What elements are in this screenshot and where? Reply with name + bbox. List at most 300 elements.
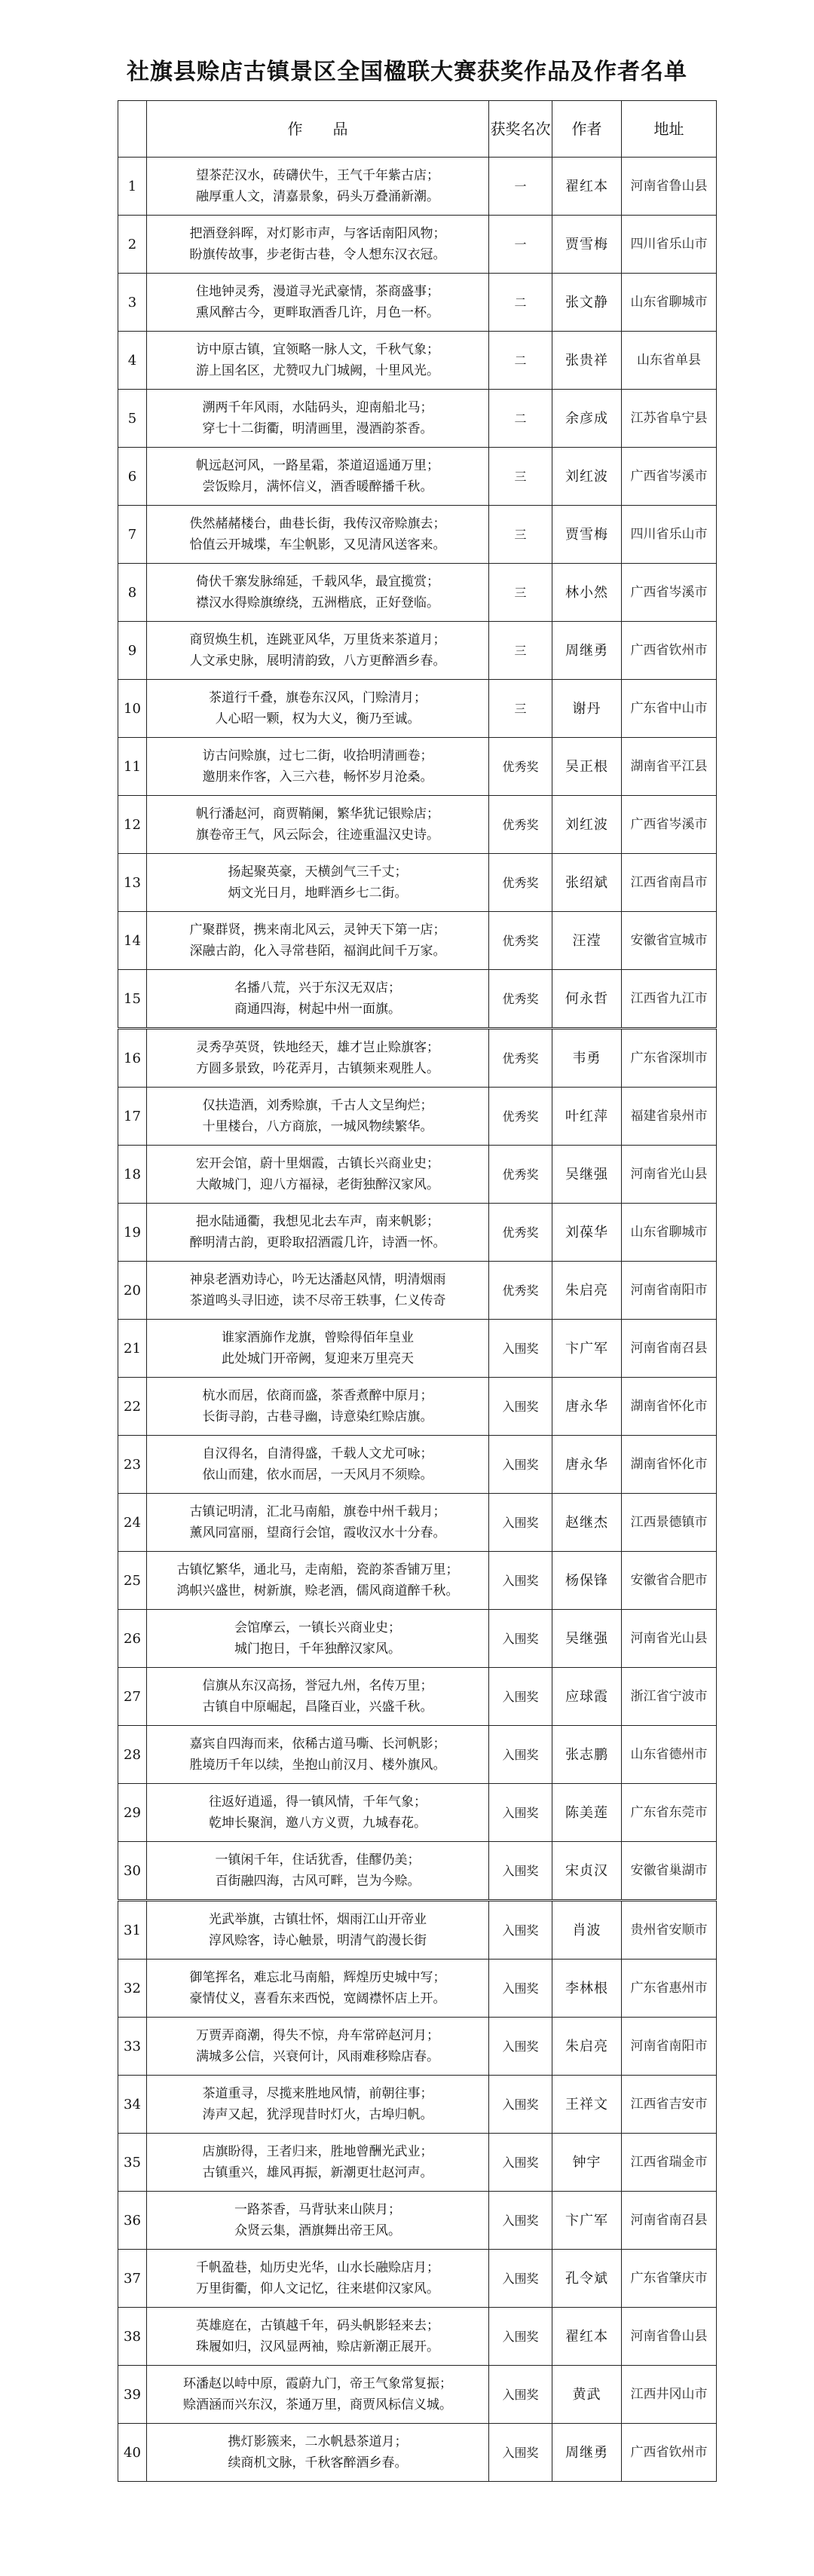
couplet-line: 熏风醉古今，更畔取酒香几许，月色一杯。	[196, 305, 439, 320]
table-row	[118, 1378, 717, 1436]
table-row	[118, 1784, 717, 1842]
award-rank: 优秀奖	[489, 1262, 552, 1320]
table-row	[118, 1842, 717, 1901]
row-number: 37	[118, 2250, 147, 2308]
table-row	[118, 390, 717, 448]
author-address: 江西省吉安市	[622, 2076, 717, 2134]
row-number: 35	[118, 2134, 147, 2192]
table-row	[118, 912, 717, 970]
header-rank: 获奖名次	[489, 101, 552, 158]
couplet-line: 方圆多景致，吟花弄月，古镇频来观胜人。	[196, 1061, 439, 1076]
work-couplet	[147, 2250, 489, 2308]
author-name: 刘红波	[552, 796, 622, 854]
work-couplet	[147, 2308, 489, 2366]
row-number: 13	[118, 854, 147, 912]
couplet-line: 百街融四海，古风可畔，岂为今赊。	[215, 1874, 421, 1889]
award-rank: 入围奖	[489, 1320, 552, 1378]
work-couplet	[147, 1320, 489, 1378]
table-row	[118, 216, 717, 274]
couplet-line: 光武举旗，古镇壮怀，烟雨江山开帝业	[209, 1912, 427, 1927]
table-row	[118, 1610, 717, 1668]
author-address: 江西省南昌市	[622, 854, 717, 912]
author-address: 安徽省合肥市	[622, 1552, 717, 1610]
row-number: 32	[118, 1960, 147, 2018]
author-address: 湖南省平江县	[622, 738, 717, 796]
couplet-line: 万贾弄商潮，得失不惊，舟车常碎赵河月；	[196, 2028, 439, 2043]
work-couplet	[147, 506, 489, 564]
table-row	[118, 1262, 717, 1320]
award-rank: 入围奖	[489, 2308, 552, 2366]
row-number: 31	[118, 1901, 147, 1960]
author-address: 四川省乐山市	[622, 216, 717, 274]
couplet-line: 续商机文脉，千秋客醉酒乡春。	[228, 2455, 408, 2470]
row-number: 2	[118, 216, 147, 274]
row-number: 9	[118, 622, 147, 680]
award-rank: 入围奖	[489, 1901, 552, 1960]
award-rank: 优秀奖	[489, 854, 552, 912]
couplet-line: 会馆摩云，一镇长兴商业史；	[234, 1620, 401, 1635]
author-name: 翟红本	[552, 2308, 622, 2366]
author-address: 江西井冈山市	[622, 2366, 717, 2424]
couplet-line: 广聚群贤，携来南北风云，灵钟天下第一店；	[189, 922, 446, 938]
author-address: 四川省乐山市	[622, 506, 717, 564]
row-number: 7	[118, 506, 147, 564]
row-number: 18	[118, 1146, 147, 1204]
award-rank: 入围奖	[489, 2250, 552, 2308]
author-name: 叶红萍	[552, 1088, 622, 1146]
couplet-line: 杭水而居，依商而盛，茶香煮醉中原月；	[202, 1388, 433, 1403]
work-couplet	[147, 2192, 489, 2250]
author-name: 肖波	[552, 1901, 622, 1960]
couplet-line: 十里楼台，八方商旅，一城风物续繁华。	[202, 1119, 433, 1134]
header-address: 地址	[622, 101, 717, 158]
row-number: 1	[118, 158, 147, 216]
work-couplet	[147, 564, 489, 622]
work-couplet	[147, 1668, 489, 1726]
author-address: 浙江省宁波市	[622, 1668, 717, 1726]
award-rank: 优秀奖	[489, 1146, 552, 1204]
award-rank: 入围奖	[489, 1726, 552, 1784]
couplet-line: 长街寻韵，古巷寻幽，诗意染红赊店旗。	[202, 1409, 433, 1424]
author-name: 宋贞汉	[552, 1842, 622, 1901]
row-number: 28	[118, 1726, 147, 1784]
couplet-line: 一路茶香，马背驮来山陕月；	[234, 2202, 401, 2217]
award-rank: 三	[489, 448, 552, 506]
couplet-line: 此处城门开帝阙，复迎来万里亮天	[222, 1351, 414, 1366]
award-rank: 入围奖	[489, 1494, 552, 1552]
couplet-line: 融厚重人文，清嘉景象，码头万叠涌新潮。	[196, 189, 439, 204]
author-address: 河南省光山县	[622, 1146, 717, 1204]
couplet-line: 尝饭赊月，满怀信义，酒香暖醉播千秋。	[202, 479, 433, 494]
couplet-line: 乾坤长聚润，邀八方义贾，九城春花。	[209, 1816, 427, 1831]
row-number: 16	[118, 1029, 147, 1088]
work-couplet	[147, 1088, 489, 1146]
couplet-line: 携灯影簇来，二水帆悬茶道月；	[228, 2434, 408, 2449]
couplet-line: 鸿帜兴盛世，树新旗，赊老酒，儒风商道醉千秋。	[176, 1583, 459, 1599]
author-address: 河南省鲁山县	[622, 158, 717, 216]
award-rank: 入围奖	[489, 2134, 552, 2192]
author-name: 王祥文	[552, 2076, 622, 2134]
author-name: 刘红波	[552, 448, 622, 506]
author-address: 广东省东莞市	[622, 1784, 717, 1842]
work-couplet	[147, 2366, 489, 2424]
couplet-line: 炳文光日月，地畔酒乡七二街。	[228, 886, 408, 901]
award-rank: 二	[489, 390, 552, 448]
couplet-line: 襟汉水得赊旗缭绕，五洲楷底，正好登临。	[196, 595, 439, 610]
page-title: 社旗县赊店古镇景区全国楹联大赛获奖作品及作者名单	[127, 59, 687, 85]
author-name: 朱启亮	[552, 2018, 622, 2076]
couplet-line: 豪情仗义，喜看东来西悦，宽阔襟怀店上开。	[189, 1991, 446, 2006]
couplet-line: 自汉得名，自清得盛，千载人文尤可咏；	[202, 1446, 433, 1461]
work-couplet	[147, 448, 489, 506]
couplet-line: 赊酒涵而兴东汉，茶通万里，商贾风标信义城。	[183, 2397, 452, 2412]
table-row	[118, 1146, 717, 1204]
award-rank: 入围奖	[489, 2018, 552, 2076]
author-address: 广西省岑溪市	[622, 564, 717, 622]
author-address: 河南省光山县	[622, 1610, 717, 1668]
award-rank: 三	[489, 506, 552, 564]
table-row	[118, 738, 717, 796]
couplet-line: 古镇忆繁华，通北马，走南船，瓷韵茶香铺万里；	[176, 1562, 459, 1577]
row-number: 4	[118, 332, 147, 390]
couplet-line: 恰值云开城堞，车尘帆影，又见清风送客来。	[189, 537, 446, 552]
work-couplet	[147, 1436, 489, 1494]
author-address: 广东省肇庆市	[622, 2250, 717, 2308]
couplet-line: 灵秀孕英贤，铁地经天，雄才岂止赊旗客；	[196, 1040, 439, 1055]
author-address: 广东省惠州市	[622, 1960, 717, 2018]
award-rank: 入围奖	[489, 1552, 552, 1610]
couplet-line: 一镇闲千年，住话犹香，佳醪仍美；	[215, 1852, 421, 1868]
table-row	[118, 2308, 717, 2366]
author-address: 福建省泉州市	[622, 1088, 717, 1146]
couplet-line: 仅扶造酒，刘秀赊旗，千古人文呈绚烂；	[202, 1098, 433, 1113]
table-row	[118, 1960, 717, 2018]
work-couplet	[147, 854, 489, 912]
author-name: 朱启亮	[552, 1262, 622, 1320]
couplet-line: 宏开会馆，蔚十里烟霞，古镇长兴商业史；	[196, 1156, 439, 1171]
table-row	[118, 2192, 717, 2250]
row-number: 21	[118, 1320, 147, 1378]
couplet-line: 英雄庭在，古镇越千年，码头帆影轻来去；	[196, 2318, 439, 2333]
row-number: 19	[118, 1204, 147, 1262]
award-rank: 二	[489, 332, 552, 390]
award-rank: 三	[489, 622, 552, 680]
table-row	[118, 1088, 717, 1146]
author-address: 江西省九江市	[622, 970, 717, 1029]
couplet-line: 望茶茫汉水，砖礴伏牛，王气千年紫古店；	[196, 168, 439, 183]
work-couplet	[147, 1610, 489, 1668]
author-name: 韦勇	[552, 1029, 622, 1088]
couplet-line: 挹水陆通衢，我想见北去车声，南来帆影；	[196, 1214, 439, 1229]
couplet-line: 名播八荒，兴于东汉无双店；	[234, 981, 401, 996]
author-address: 河南省南阳市	[622, 2018, 717, 2076]
row-number: 20	[118, 1262, 147, 1320]
couplet-line: 人心昭一颗，权为大义，衡乃至诚。	[215, 711, 421, 727]
author-address: 湖南省怀化市	[622, 1436, 717, 1494]
author-address: 贵州省安顺市	[622, 1901, 717, 1960]
table-row	[118, 2366, 717, 2424]
author-name: 陈美莲	[552, 1784, 622, 1842]
table-row	[118, 970, 717, 1029]
row-number: 38	[118, 2308, 147, 2366]
couplet-line: 访中原古镇，宜领略一脉人文，千秋气象；	[196, 342, 439, 357]
author-address: 河南省鲁山县	[622, 2308, 717, 2366]
work-couplet	[147, 390, 489, 448]
author-address: 河南省南召县	[622, 1320, 717, 1378]
author-address: 江西景德镇市	[622, 1494, 717, 1552]
row-number: 23	[118, 1436, 147, 1494]
author-name: 吴继强	[552, 1146, 622, 1204]
row-number: 22	[118, 1378, 147, 1436]
row-number: 5	[118, 390, 147, 448]
couplet-line: 薰风同富丽，望商行会馆，霞收汉水十分春。	[189, 1525, 446, 1540]
award-rank: 优秀奖	[489, 738, 552, 796]
couplet-line: 淳风赊客，诗心触景，明清气韵漫长街	[209, 1933, 427, 1948]
couplet-line: 御笔挥名，难忘北马南船，辉煌历史城中写；	[189, 1970, 446, 1985]
couplet-line: 倚伏千寨发脉绵延，千载风华，最宜揽赏；	[196, 574, 439, 589]
award-rank: 入围奖	[489, 1436, 552, 1494]
work-couplet	[147, 738, 489, 796]
author-address: 河南省南阳市	[622, 1262, 717, 1320]
author-address: 广西省岑溪市	[622, 448, 717, 506]
couplet-line: 把酒登斜晖，对灯影市声，与客话南阳风物；	[189, 226, 446, 241]
author-name: 卞广军	[552, 1320, 622, 1378]
work-couplet	[147, 274, 489, 332]
row-number: 11	[118, 738, 147, 796]
award-table	[118, 100, 717, 2482]
couplet-line: 溯两千年风雨，水陆码头，迎南船北马；	[202, 400, 433, 415]
couplet-line: 扬起聚英豪，天横剑气三千丈；	[228, 864, 408, 880]
work-couplet	[147, 1901, 489, 1960]
couplet-line: 环潘赵以峙中原，霞蔚九门，帝王气象常复振；	[183, 2376, 452, 2391]
table-row	[118, 796, 717, 854]
row-number: 36	[118, 2192, 147, 2250]
award-rank: 入围奖	[489, 2076, 552, 2134]
table-row	[118, 1726, 717, 1784]
table-row	[118, 274, 717, 332]
couplet-line: 人文承史脉，展明清韵致，八方更醉酒乡春。	[189, 653, 446, 668]
row-number: 8	[118, 564, 147, 622]
row-number: 34	[118, 2076, 147, 2134]
couplet-line: 信旗从东汉高扬，誉冠九州，名传万里；	[202, 1678, 433, 1693]
work-couplet	[147, 680, 489, 738]
author-name: 翟红本	[552, 158, 622, 216]
work-couplet	[147, 1726, 489, 1784]
couplet-line: 涛声又起，犹浮现昔时灯火，古埠归帆。	[202, 2107, 433, 2122]
couplet-line: 商通四海，树起中州一面旗。	[234, 1002, 401, 1017]
author-address: 河南省南召县	[622, 2192, 717, 2250]
author-name: 何永哲	[552, 970, 622, 1029]
author-address: 广东省中山市	[622, 680, 717, 738]
author-address: 江苏省阜宁县	[622, 390, 717, 448]
award-rank: 三	[489, 680, 552, 738]
table-row	[118, 332, 717, 390]
author-name: 张文静	[552, 274, 622, 332]
author-address: 江西省瑞金市	[622, 2134, 717, 2192]
couplet-line: 盼旗传故事，步老街古巷，令人想东汉衣冠。	[189, 247, 446, 262]
couplet-line: 万里街衢，仰人文记忆，往来堪仰汉家风。	[196, 2281, 439, 2296]
row-number: 6	[118, 448, 147, 506]
author-address: 山东省德州市	[622, 1726, 717, 1784]
couplet-line: 访古问赊旗，过七二街，收拾明清画卷；	[202, 748, 433, 763]
table-body	[118, 158, 717, 2482]
table-row	[118, 1552, 717, 1610]
author-name: 贾雪梅	[552, 506, 622, 564]
couplet-line: 谁家酒旆作龙旗，曾赊得佰年皇业	[222, 1330, 414, 1345]
author-address: 山东省聊城市	[622, 274, 717, 332]
author-name: 张贵祥	[552, 332, 622, 390]
work-couplet	[147, 2076, 489, 2134]
couplet-line: 商贸焕生机，连跳亚风华，万里货来茶道月；	[189, 632, 446, 647]
work-couplet	[147, 2134, 489, 2192]
row-number: 27	[118, 1668, 147, 1726]
award-rank: 一	[489, 158, 552, 216]
award-rank: 优秀奖	[489, 912, 552, 970]
work-couplet	[147, 1960, 489, 2018]
couplet-line: 茶道鸣头寻旧迹，读不尽帝王轶事，仁义传奇	[189, 1293, 446, 1308]
table-row	[118, 1204, 717, 1262]
work-couplet	[147, 332, 489, 390]
row-number: 30	[118, 1842, 147, 1901]
table-row	[118, 2018, 717, 2076]
table-row	[118, 1494, 717, 1552]
couplet-line: 住地钟灵秀，漫道寻光武豪情，茶商盛事；	[196, 284, 439, 299]
row-number: 29	[118, 1784, 147, 1842]
author-name: 张志鹏	[552, 1726, 622, 1784]
couplet-line: 店旗盼得，王者归来，胜地曾酬光武业；	[202, 2144, 433, 2159]
table-row	[118, 854, 717, 912]
table-row	[118, 448, 717, 506]
author-name: 应球霞	[552, 1668, 622, 1726]
author-name: 杨保锋	[552, 1552, 622, 1610]
table-row	[118, 680, 717, 738]
award-rank: 入围奖	[489, 1842, 552, 1901]
table-row	[118, 1320, 717, 1378]
couplet-line: 大敞城门，迎八方福禄，老街独醉汉家风。	[196, 1177, 439, 1192]
author-name: 谢丹	[552, 680, 622, 738]
couplet-line: 旗卷帝王气，风云际会，往迹重温汉史诗。	[196, 828, 439, 843]
row-number: 3	[118, 274, 147, 332]
author-name: 黄武	[552, 2366, 622, 2424]
work-couplet	[147, 1494, 489, 1552]
author-name: 林小然	[552, 564, 622, 622]
author-name: 唐永华	[552, 1436, 622, 1494]
award-rank: 入围奖	[489, 1668, 552, 1726]
table-row	[118, 158, 717, 216]
couplet-line: 游上国名区，尤赞叹九门城阙，十里风光。	[196, 363, 439, 378]
work-couplet	[147, 1204, 489, 1262]
couplet-line: 满城多公信，兴衰何计，风雨难移赊店春。	[196, 2049, 439, 2064]
work-couplet	[147, 1552, 489, 1610]
couplet-line: 茶道行千叠，旗卷东汉风，门赊清月；	[209, 690, 427, 705]
table-row	[118, 2076, 717, 2134]
table-row	[118, 2250, 717, 2308]
award-rank: 优秀奖	[489, 1088, 552, 1146]
work-couplet	[147, 622, 489, 680]
row-number: 12	[118, 796, 147, 854]
award-rank: 二	[489, 274, 552, 332]
author-name: 钟宇	[552, 2134, 622, 2192]
couplet-line: 醉明清古韵，更聆取招酒霞几许，诗酒一怀。	[189, 1235, 446, 1250]
award-rank: 优秀奖	[489, 796, 552, 854]
couplet-line: 古镇自中原崛起，昌隆百业，兴盛千秋。	[202, 1699, 433, 1715]
couplet-line: 帆远赵河风，一路星霜，茶道迢遥通万里；	[196, 458, 439, 473]
award-rank: 入围奖	[489, 1610, 552, 1668]
work-couplet	[147, 970, 489, 1029]
table-row	[118, 1029, 717, 1088]
award-rank: 入围奖	[489, 1960, 552, 2018]
award-rank: 入围奖	[489, 1784, 552, 1842]
work-couplet	[147, 1262, 489, 1320]
award-rank: 入围奖	[489, 1378, 552, 1436]
header-author: 作者	[552, 101, 622, 158]
author-name: 李林根	[552, 1960, 622, 2018]
couplet-line: 茶道重寻，尽揽来胜地风情，前朝往事；	[202, 2086, 433, 2101]
couplet-line: 千帆盈巷，灿历史光华，山水长融赊店月；	[196, 2260, 439, 2275]
work-couplet	[147, 1842, 489, 1901]
row-number: 24	[118, 1494, 147, 1552]
work-couplet	[147, 796, 489, 854]
row-number: 26	[118, 1610, 147, 1668]
author-address: 广西省钦州市	[622, 622, 717, 680]
award-rank: 优秀奖	[489, 970, 552, 1029]
couplet-line: 珠履如归，汉风显两袖，赊店新潮正展开。	[196, 2339, 439, 2354]
table-row	[118, 564, 717, 622]
work-couplet	[147, 1029, 489, 1088]
couplet-line: 城门抱日，千年独醉汉家风。	[234, 1641, 401, 1657]
couplet-line: 古镇重兴，雄风再振，新潮更壮赵河声。	[202, 2165, 433, 2180]
author-address: 山东省单县	[622, 332, 717, 390]
row-number: 39	[118, 2366, 147, 2424]
couplet-line: 众贤云集，酒旗舞出帝王风。	[234, 2223, 401, 2238]
row-number: 25	[118, 1552, 147, 1610]
row-number: 14	[118, 912, 147, 970]
author-name: 周继勇	[552, 2424, 622, 2482]
table-row	[118, 506, 717, 564]
table-header	[118, 101, 717, 158]
couplet-line: 依山而建，依水而居，一天风月不须赊。	[202, 1467, 433, 1482]
row-number: 17	[118, 1088, 147, 1146]
table-row	[118, 622, 717, 680]
couplet-line: 邀朋来作客，入三六巷，畅怀岁月沧桑。	[202, 769, 433, 785]
couplet-line: 古镇记明清，汇北马南船，旗卷中州千载月；	[189, 1504, 446, 1519]
author-address: 广东省深圳市	[622, 1029, 717, 1088]
work-couplet	[147, 912, 489, 970]
work-couplet	[147, 1784, 489, 1842]
author-address: 广西省岑溪市	[622, 796, 717, 854]
work-couplet	[147, 1378, 489, 1436]
work-couplet	[147, 2424, 489, 2482]
header-index	[118, 101, 147, 158]
author-name: 吴正根	[552, 738, 622, 796]
couplet-line: 往返好逍遥，得一镇风情，千年气象；	[209, 1794, 427, 1810]
author-name: 吴继强	[552, 1610, 622, 1668]
work-couplet	[147, 2018, 489, 2076]
award-rank: 入围奖	[489, 2366, 552, 2424]
work-couplet	[147, 158, 489, 216]
award-rank: 入围奖	[489, 2192, 552, 2250]
award-rank: 优秀奖	[489, 1204, 552, 1262]
award-rank: 优秀奖	[489, 1029, 552, 1088]
award-rank: 三	[489, 564, 552, 622]
author-address: 山东省聊城市	[622, 1204, 717, 1262]
author-name: 孔令斌	[552, 2250, 622, 2308]
author-name: 汪滢	[552, 912, 622, 970]
row-number: 15	[118, 970, 147, 1029]
row-number: 40	[118, 2424, 147, 2482]
author-name: 刘葆华	[552, 1204, 622, 1262]
author-name: 赵继杰	[552, 1494, 622, 1552]
